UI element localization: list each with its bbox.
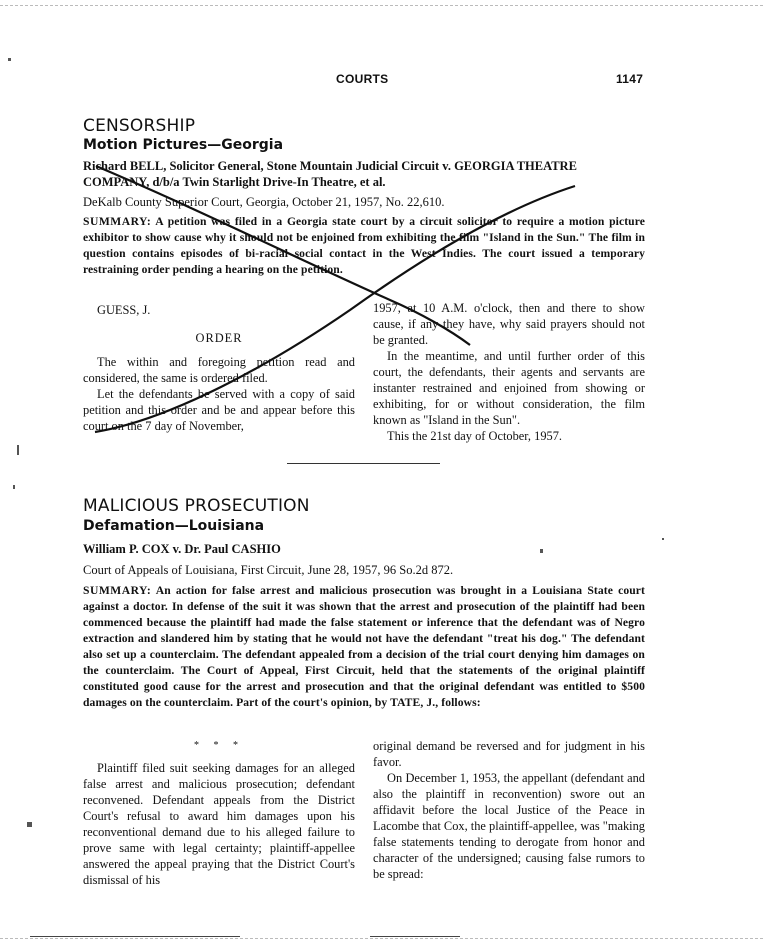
separator-stars: * * * [194, 740, 244, 751]
scan-edge-line [370, 936, 460, 937]
case-summary [83, 214, 645, 278]
summary-text: An action for false arrest and malicious prosecution was brought in a Louisiana State court against a doctor. In defense of the suit it was shown that the arrest and prosecution of the plaintiff had been commenced because the plaintiff had made the false statement or inference that the defendant was of Negro extraction and slandered him by stating that he would not have the defendant "treat his dog." The defendant also set up a counterclaim. The defendant appealed from a decision of the trial court denying him damages on the counterclaim. The Court of Appeal, First Circuit, held that the statements of the original plaintiff constituted good cause for the arrest and prosecution and that the original defendant was entitled to $500 damages on the counterclaim. Part of the court's opinion, by TATE, J., follows: [83, 584, 645, 709]
summary-label: SUMMARY: [83, 584, 152, 597]
scan-speck [17, 445, 19, 455]
subsection-heading: Motion Pictures—Georgia [83, 137, 284, 153]
section-divider [287, 463, 440, 464]
scan-speck [27, 822, 32, 827]
section-heading-censorship: CENSORSHIP [83, 116, 196, 136]
paragraph: original demand be reversed and for judgment in his favor. [373, 739, 645, 769]
running-title: COURTS [336, 72, 389, 86]
paragraph: Plaintiff filed suit seeking damages for an alleged false arrest and malicious prosecution; defendant reconvened. Defendant appeals from the District Court's refusal to award him damages upon his reconventional demand due to his alleged failure to prove same with legal certainty; plaintiff-appellee answered the appeal praying that the District Court's dismissal of his [83, 761, 355, 887]
section-heading-malicious-prosecution: MALICIOUS PROSECUTION [83, 496, 310, 516]
paragraph: On December 1, 1953, the appellant (defendant and also the plaintiff in reconvention) swore out an affidavit before the local Justice of the Peace in Lacombe that Cox, the plaintiff-appellee, was "making false statements tending to derogate from honor and character of the undersigned; causing false rumors to be spread: [373, 771, 645, 881]
paragraph: This the 21st day of October, 1957. [387, 429, 563, 443]
paragraph: The within and foregoing petition read and considered, the same is ordered filed. [83, 355, 355, 385]
subsection-heading: Defamation—Louisiana [83, 518, 265, 534]
court-citation: DeKalb County Superior Court, Georgia, October 21, 1957, No. 22,610. [83, 195, 445, 209]
paragraph: In the meantime, and until further order of this court, the defendants, their agents and servants are instanter restrained and enjoined from showing or exhibiting, for or without consideration, the film known as "Island in the Sun". [373, 349, 645, 427]
left-column [83, 736, 355, 888]
scan-speck [8, 58, 11, 61]
bottom-border [0, 938, 763, 939]
order-heading: ORDER [195, 331, 243, 345]
right-column [373, 738, 645, 882]
scan-speck [540, 549, 543, 553]
court-citation: Court of Appeals of Louisiana, First Circuit, June 28, 1957, 96 So.2d 872. [83, 563, 454, 577]
case-summary [83, 583, 645, 711]
case-title: William P. COX v. Dr. Paul CASHIO [83, 542, 281, 556]
page-number: 1147 [616, 72, 644, 86]
scan-speck [13, 485, 15, 489]
left-column [83, 302, 355, 434]
right-column [373, 300, 645, 444]
summary-label: SUMMARY: [83, 215, 152, 228]
paragraph: 1957, at 10 A.M. o'clock, then and there to show cause, if any they have, why said prayers should not be granted. [373, 301, 645, 347]
case-title: Richard BELL, Solicitor General, Stone Mountain Judicial Circuit v. GEORGIA THEATRE COMPANY, d/b/a Twin Starlight Drive-In Theatre, et al. [83, 159, 577, 189]
paragraph: Let the defendants be served with a copy of said petition and this order and be and appear before this court on the 7 day of November, [83, 387, 355, 433]
judge-name: GUESS, J. [97, 303, 151, 317]
scan-speck [662, 538, 664, 540]
summary-text: A petition was filed in a Georgia state court by a circuit solicitor to require a motion picture exhibitor to show cause why it should not be enjoined from exhibiting the film "Island in the Sun." The film in question contains episodes of bi-racial social contact in the West Indies. The court issued a temporary restraining order pending a hearing on the petition. [83, 215, 645, 276]
scan-edge-line [30, 936, 240, 937]
top-border [0, 5, 763, 6]
